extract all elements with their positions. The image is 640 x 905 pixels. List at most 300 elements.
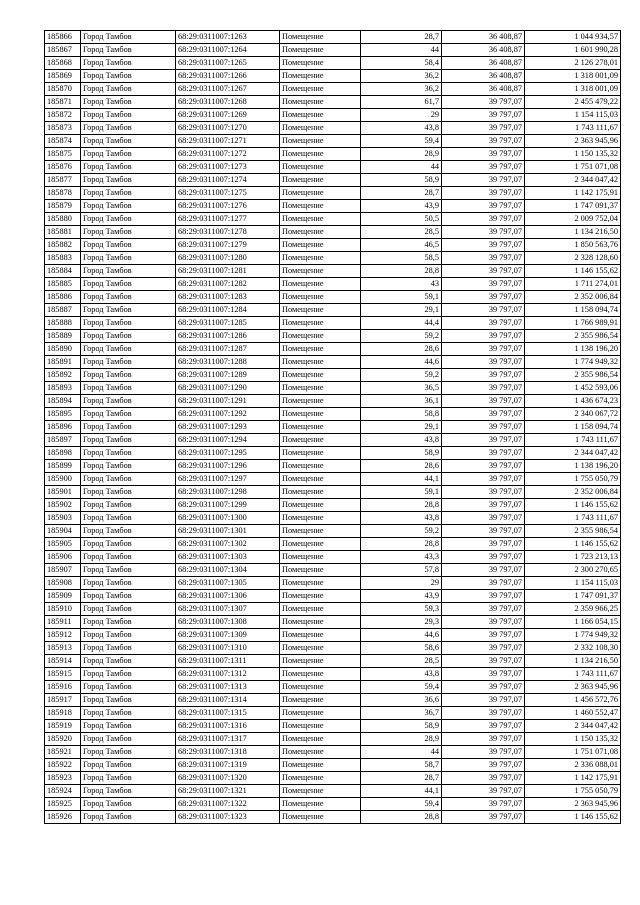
city-cell: Город Тамбов [81, 239, 176, 252]
row-number-cell: 185909 [45, 590, 81, 603]
object-type-cell: Помещение [280, 759, 361, 772]
object-type-cell: Помещение [280, 174, 361, 187]
cadastral-value-cell: 1 146 155,62 [525, 811, 621, 824]
unit-price-cell: 39 797,07 [442, 265, 525, 278]
area-cell: 46,5 [361, 239, 442, 252]
unit-price-cell: 39 797,07 [442, 252, 525, 265]
object-type-cell: Помещение [280, 746, 361, 759]
cadastral-value-cell: 2 352 006,84 [525, 291, 621, 304]
cadastral-value-cell: 1 766 989,91 [525, 317, 621, 330]
cadastral-number-cell: 68:29:0311007:1310 [176, 642, 280, 655]
cadastral-number-cell: 68:29:0311007:1298 [176, 486, 280, 499]
cadastral-number-cell: 68:29:0311007:1290 [176, 382, 280, 395]
area-cell: 28,8 [361, 265, 442, 278]
unit-price-cell: 39 797,07 [442, 655, 525, 668]
cadastral-value-cell: 1 146 155,62 [525, 499, 621, 512]
table-row [45, 239, 621, 252]
area-cell: 43,9 [361, 590, 442, 603]
cadastral-number-cell: 68:29:0311007:1268 [176, 96, 280, 109]
area-cell: 28,8 [361, 811, 442, 824]
cadastral-value-cell: 2 344 047,42 [525, 174, 621, 187]
unit-price-cell: 39 797,07 [442, 590, 525, 603]
cadastral-number-cell: 68:29:0311007:1308 [176, 616, 280, 629]
city-cell: Город Тамбов [81, 746, 176, 759]
object-type-cell: Помещение [280, 161, 361, 174]
row-number-cell: 185880 [45, 213, 81, 226]
city-cell: Город Тамбов [81, 668, 176, 681]
object-type-cell: Помещение [280, 590, 361, 603]
row-number-cell: 185920 [45, 733, 81, 746]
city-cell: Город Тамбов [81, 733, 176, 746]
city-cell: Город Тамбов [81, 720, 176, 733]
table-row [45, 668, 621, 681]
cadastral-value-cell: 1 460 552,47 [525, 707, 621, 720]
object-type-cell: Помещение [280, 720, 361, 733]
cadastral-value-cell: 1 134 216,50 [525, 655, 621, 668]
area-cell: 59,3 [361, 603, 442, 616]
row-number-cell: 185890 [45, 343, 81, 356]
city-cell: Город Тамбов [81, 785, 176, 798]
cadastral-number-cell: 68:29:0311007:1273 [176, 161, 280, 174]
cadastral-value-cell: 2 009 752,04 [525, 213, 621, 226]
object-type-cell: Помещение [280, 226, 361, 239]
row-number-cell: 185869 [45, 70, 81, 83]
table-row [45, 330, 621, 343]
area-cell: 36,2 [361, 83, 442, 96]
row-number-cell: 185875 [45, 148, 81, 161]
cadastral-number-cell: 68:29:0311007:1282 [176, 278, 280, 291]
table-row [45, 772, 621, 785]
table-row [45, 447, 621, 460]
object-type-cell: Помещение [280, 343, 361, 356]
cadastral-number-cell: 68:29:0311007:1276 [176, 200, 280, 213]
city-cell: Город Тамбов [81, 83, 176, 96]
cadastral-value-cell: 2 355 986,54 [525, 525, 621, 538]
area-cell: 58,8 [361, 408, 442, 421]
cadastral-number-cell: 68:29:0311007:1293 [176, 421, 280, 434]
unit-price-cell: 39 797,07 [442, 239, 525, 252]
row-number-cell: 185913 [45, 642, 81, 655]
row-number-cell: 185886 [45, 291, 81, 304]
unit-price-cell: 39 797,07 [442, 486, 525, 499]
table-row [45, 577, 621, 590]
object-type-cell: Помещение [280, 356, 361, 369]
object-type-cell: Помещение [280, 603, 361, 616]
unit-price-cell: 39 797,07 [442, 811, 525, 824]
row-number-cell: 185918 [45, 707, 81, 720]
area-cell: 28,9 [361, 733, 442, 746]
cadastral-value-cell: 1 138 196,20 [525, 343, 621, 356]
unit-price-cell: 39 797,07 [442, 772, 525, 785]
cadastral-number-cell: 68:29:0311007:1286 [176, 330, 280, 343]
area-cell: 28,7 [361, 772, 442, 785]
table-row [45, 278, 621, 291]
row-number-cell: 185872 [45, 109, 81, 122]
object-type-cell: Помещение [280, 57, 361, 70]
cadastral-number-cell: 68:29:0311007:1318 [176, 746, 280, 759]
area-cell: 28,5 [361, 226, 442, 239]
cadastral-value-cell: 1 601 990,28 [525, 44, 621, 57]
cadastral-value-cell: 2 363 945,96 [525, 798, 621, 811]
cadastral-value-cell: 1 456 572,76 [525, 694, 621, 707]
object-type-cell: Помещение [280, 408, 361, 421]
row-number-cell: 185888 [45, 317, 81, 330]
object-type-cell: Помещение [280, 382, 361, 395]
table-row [45, 473, 621, 486]
row-number-cell: 185917 [45, 694, 81, 707]
cadastral-value-cell: 1 747 091,37 [525, 590, 621, 603]
cadastral-number-cell: 68:29:0311007:1264 [176, 44, 280, 57]
cadastral-value-cell: 1 154 115,03 [525, 109, 621, 122]
city-cell: Город Тамбов [81, 382, 176, 395]
cadastral-value-cell: 2 340 067,72 [525, 408, 621, 421]
area-cell: 28,8 [361, 538, 442, 551]
city-cell: Город Тамбов [81, 759, 176, 772]
object-type-cell: Помещение [280, 291, 361, 304]
cadastral-value-cell: 2 359 966,25 [525, 603, 621, 616]
unit-price-cell: 36 408,87 [442, 44, 525, 57]
area-cell: 58,9 [361, 720, 442, 733]
cadastral-value-cell: 1 154 115,03 [525, 577, 621, 590]
area-cell: 28,7 [361, 187, 442, 200]
city-cell: Город Тамбов [81, 538, 176, 551]
area-cell: 44,6 [361, 356, 442, 369]
unit-price-cell: 39 797,07 [442, 694, 525, 707]
cadastral-value-cell: 2 328 128,60 [525, 252, 621, 265]
unit-price-cell: 39 797,07 [442, 512, 525, 525]
object-type-cell: Помещение [280, 252, 361, 265]
object-type-cell: Помещение [280, 473, 361, 486]
cadastral-value-cell: 1 142 175,91 [525, 187, 621, 200]
row-number-cell: 185873 [45, 122, 81, 135]
unit-price-cell: 39 797,07 [442, 96, 525, 109]
object-type-cell: Помещение [280, 317, 361, 330]
table-row [45, 57, 621, 70]
cadastral-value-cell: 2 363 945,96 [525, 135, 621, 148]
table-row [45, 31, 621, 44]
object-type-cell: Помещение [280, 798, 361, 811]
unit-price-cell: 39 797,07 [442, 616, 525, 629]
row-number-cell: 185903 [45, 512, 81, 525]
unit-price-cell: 39 797,07 [442, 382, 525, 395]
cadastral-number-cell: 68:29:0311007:1295 [176, 447, 280, 460]
cadastral-number-cell: 68:29:0311007:1303 [176, 551, 280, 564]
row-number-cell: 185900 [45, 473, 81, 486]
table-row [45, 694, 621, 707]
cadastral-number-cell: 68:29:0311007:1289 [176, 369, 280, 382]
unit-price-cell: 39 797,07 [442, 161, 525, 174]
cadastral-number-cell: 68:29:0311007:1266 [176, 70, 280, 83]
table-row [45, 525, 621, 538]
cadastral-value-cell: 1 142 175,91 [525, 772, 621, 785]
object-type-cell: Помещение [280, 369, 361, 382]
unit-price-cell: 39 797,07 [442, 499, 525, 512]
unit-price-cell: 39 797,07 [442, 421, 525, 434]
area-cell: 59,4 [361, 135, 442, 148]
cadastral-number-cell: 68:29:0311007:1304 [176, 564, 280, 577]
unit-price-cell: 36 408,87 [442, 83, 525, 96]
unit-price-cell: 39 797,07 [442, 174, 525, 187]
cadastral-number-cell: 68:29:0311007:1311 [176, 655, 280, 668]
cadastral-number-cell: 68:29:0311007:1294 [176, 434, 280, 447]
area-cell: 28,8 [361, 499, 442, 512]
city-cell: Город Тамбов [81, 395, 176, 408]
cadastral-number-cell: 68:29:0311007:1302 [176, 538, 280, 551]
object-type-cell: Помещение [280, 239, 361, 252]
area-cell: 29,1 [361, 304, 442, 317]
city-cell: Город Тамбов [81, 330, 176, 343]
unit-price-cell: 39 797,07 [442, 356, 525, 369]
object-type-cell: Помещение [280, 122, 361, 135]
city-cell: Город Тамбов [81, 200, 176, 213]
cadastral-value-cell: 1 774 949,32 [525, 356, 621, 369]
cadastral-number-cell: 68:29:0311007:1317 [176, 733, 280, 746]
cadastral-value-cell: 1 150 135,32 [525, 148, 621, 161]
object-type-cell: Помещение [280, 629, 361, 642]
table-row [45, 109, 621, 122]
object-type-cell: Помещение [280, 616, 361, 629]
cadastral-number-cell: 68:29:0311007:1274 [176, 174, 280, 187]
city-cell: Город Тамбов [81, 135, 176, 148]
unit-price-cell: 39 797,07 [442, 148, 525, 161]
unit-price-cell: 39 797,07 [442, 226, 525, 239]
area-cell: 58,4 [361, 57, 442, 70]
row-number-cell: 185887 [45, 304, 81, 317]
row-number-cell: 185915 [45, 668, 81, 681]
cadastral-value-cell: 1 711 274,01 [525, 278, 621, 291]
area-cell: 29,1 [361, 421, 442, 434]
row-number-cell: 185914 [45, 655, 81, 668]
table-row [45, 356, 621, 369]
cadastral-number-cell: 68:29:0311007:1306 [176, 590, 280, 603]
cadastral-number-cell: 68:29:0311007:1277 [176, 213, 280, 226]
table-row [45, 538, 621, 551]
area-cell: 28,6 [361, 343, 442, 356]
city-cell: Город Тамбов [81, 317, 176, 330]
row-number-cell: 185876 [45, 161, 81, 174]
row-number-cell: 185896 [45, 421, 81, 434]
city-cell: Город Тамбов [81, 434, 176, 447]
row-number-cell: 185911 [45, 616, 81, 629]
cadastral-value-cell: 1 150 135,32 [525, 733, 621, 746]
area-cell: 43,8 [361, 512, 442, 525]
cadastral-value-cell: 1 755 050,79 [525, 473, 621, 486]
unit-price-cell: 39 797,07 [442, 759, 525, 772]
unit-price-cell: 39 797,07 [442, 629, 525, 642]
cadastral-number-cell: 68:29:0311007:1297 [176, 473, 280, 486]
row-number-cell: 185906 [45, 551, 81, 564]
row-number-cell: 185899 [45, 460, 81, 473]
cadastral-number-cell: 68:29:0311007:1270 [176, 122, 280, 135]
unit-price-cell: 39 797,07 [442, 551, 525, 564]
object-type-cell: Помещение [280, 551, 361, 564]
area-cell: 44,1 [361, 785, 442, 798]
object-type-cell: Помещение [280, 278, 361, 291]
cadastral-number-cell: 68:29:0311007:1321 [176, 785, 280, 798]
area-cell: 58,9 [361, 174, 442, 187]
object-type-cell: Помещение [280, 70, 361, 83]
area-cell: 28,7 [361, 31, 442, 44]
object-type-cell: Помещение [280, 655, 361, 668]
city-cell: Город Тамбов [81, 187, 176, 200]
table-row [45, 798, 621, 811]
row-number-cell: 185874 [45, 135, 81, 148]
unit-price-cell: 39 797,07 [442, 343, 525, 356]
cadastral-value-cell: 2 455 479,22 [525, 96, 621, 109]
object-type-cell: Помещение [280, 499, 361, 512]
cadastral-value-cell: 1 318 001,09 [525, 83, 621, 96]
object-type-cell: Помещение [280, 96, 361, 109]
area-cell: 50,5 [361, 213, 442, 226]
row-number-cell: 185902 [45, 499, 81, 512]
table-row [45, 96, 621, 109]
table-row [45, 83, 621, 96]
area-cell: 44,1 [361, 473, 442, 486]
unit-price-cell: 39 797,07 [442, 720, 525, 733]
city-cell: Город Тамбов [81, 70, 176, 83]
area-cell: 59,4 [361, 798, 442, 811]
unit-price-cell: 39 797,07 [442, 668, 525, 681]
table-row [45, 629, 621, 642]
table-row [45, 252, 621, 265]
unit-price-cell: 39 797,07 [442, 278, 525, 291]
city-cell: Город Тамбов [81, 512, 176, 525]
table-row [45, 707, 621, 720]
area-cell: 43,9 [361, 200, 442, 213]
unit-price-cell: 39 797,07 [442, 603, 525, 616]
object-type-cell: Помещение [280, 512, 361, 525]
row-number-cell: 185891 [45, 356, 81, 369]
city-cell: Город Тамбов [81, 174, 176, 187]
unit-price-cell: 36 408,87 [442, 31, 525, 44]
city-cell: Город Тамбов [81, 96, 176, 109]
cadastral-value-cell: 1 755 050,79 [525, 785, 621, 798]
object-type-cell: Помещение [280, 564, 361, 577]
cadastral-value-cell: 1 158 094,74 [525, 304, 621, 317]
city-cell: Город Тамбов [81, 525, 176, 538]
city-cell: Город Тамбов [81, 616, 176, 629]
city-cell: Город Тамбов [81, 707, 176, 720]
object-type-cell: Помещение [280, 694, 361, 707]
unit-price-cell: 36 408,87 [442, 70, 525, 83]
object-type-cell: Помещение [280, 486, 361, 499]
table-body [45, 31, 621, 824]
cadastral-value-cell: 1 747 091,37 [525, 200, 621, 213]
cadastral-value-cell: 1 134 216,50 [525, 226, 621, 239]
cadastral-number-cell: 68:29:0311007:1272 [176, 148, 280, 161]
area-cell: 43 [361, 278, 442, 291]
area-cell: 58,9 [361, 447, 442, 460]
object-type-cell: Помещение [280, 434, 361, 447]
row-number-cell: 185916 [45, 681, 81, 694]
cadastral-value-cell: 1 743 111,67 [525, 512, 621, 525]
row-number-cell: 185867 [45, 44, 81, 57]
cadastral-number-cell: 68:29:0311007:1280 [176, 252, 280, 265]
cadastral-value-cell: 2 126 278,01 [525, 57, 621, 70]
unit-price-cell: 39 797,07 [442, 785, 525, 798]
cadastral-value-cell: 1 146 155,62 [525, 538, 621, 551]
cadastral-number-cell: 68:29:0311007:1314 [176, 694, 280, 707]
table-row [45, 551, 621, 564]
table-row [45, 369, 621, 382]
object-type-cell: Помещение [280, 148, 361, 161]
unit-price-cell: 39 797,07 [442, 642, 525, 655]
cadastral-number-cell: 68:29:0311007:1278 [176, 226, 280, 239]
row-number-cell: 185879 [45, 200, 81, 213]
object-type-cell: Помещение [280, 44, 361, 57]
cadastral-number-cell: 68:29:0311007:1319 [176, 759, 280, 772]
cadastral-value-cell: 1 138 196,20 [525, 460, 621, 473]
cadastral-value-cell: 1 436 674,23 [525, 395, 621, 408]
object-type-cell: Помещение [280, 83, 361, 96]
cadastral-value-cell: 1 751 071,08 [525, 161, 621, 174]
area-cell: 57,8 [361, 564, 442, 577]
object-type-cell: Помещение [280, 707, 361, 720]
table-row [45, 291, 621, 304]
unit-price-cell: 39 797,07 [442, 187, 525, 200]
city-cell: Город Тамбов [81, 486, 176, 499]
object-type-cell: Помещение [280, 135, 361, 148]
cadastral-value-cell: 1 452 593,06 [525, 382, 621, 395]
object-type-cell: Помещение [280, 447, 361, 460]
cadastral-value-cell: 1 166 054,15 [525, 616, 621, 629]
city-cell: Город Тамбов [81, 356, 176, 369]
city-cell: Город Тамбов [81, 161, 176, 174]
table-row [45, 343, 621, 356]
cadastral-value-cell: 2 355 986,54 [525, 330, 621, 343]
cadastral-value-cell: 2 344 047,42 [525, 447, 621, 460]
row-number-cell: 185889 [45, 330, 81, 343]
row-number-cell: 185901 [45, 486, 81, 499]
row-number-cell: 185894 [45, 395, 81, 408]
cadastral-number-cell: 68:29:0311007:1299 [176, 499, 280, 512]
cadastral-number-cell: 68:29:0311007:1312 [176, 668, 280, 681]
city-cell: Город Тамбов [81, 148, 176, 161]
unit-price-cell: 39 797,07 [442, 330, 525, 343]
cadastral-number-cell: 68:29:0311007:1305 [176, 577, 280, 590]
unit-price-cell: 36 408,87 [442, 57, 525, 70]
cadastral-value-cell: 2 332 108,30 [525, 642, 621, 655]
row-number-cell: 185882 [45, 239, 81, 252]
cadastral-number-cell: 68:29:0311007:1316 [176, 720, 280, 733]
table-row [45, 811, 621, 824]
row-number-cell: 185893 [45, 382, 81, 395]
table-row [45, 642, 621, 655]
cadastral-number-cell: 68:29:0311007:1288 [176, 356, 280, 369]
area-cell: 29 [361, 577, 442, 590]
unit-price-cell: 39 797,07 [442, 564, 525, 577]
city-cell: Город Тамбов [81, 642, 176, 655]
city-cell: Город Тамбов [81, 304, 176, 317]
cadastral-value-cell: 1 850 563,76 [525, 239, 621, 252]
unit-price-cell: 39 797,07 [442, 395, 525, 408]
area-cell: 28,5 [361, 655, 442, 668]
table-row [45, 733, 621, 746]
row-number-cell: 185921 [45, 746, 81, 759]
area-cell: 59,2 [361, 369, 442, 382]
row-number-cell: 185925 [45, 798, 81, 811]
unit-price-cell: 39 797,07 [442, 681, 525, 694]
city-cell: Город Тамбов [81, 122, 176, 135]
row-number-cell: 185884 [45, 265, 81, 278]
cadastral-number-cell: 68:29:0311007:1320 [176, 772, 280, 785]
object-type-cell: Помещение [280, 187, 361, 200]
cadastral-value-cell: 1 158 094,74 [525, 421, 621, 434]
area-cell: 59,4 [361, 681, 442, 694]
table-row [45, 616, 621, 629]
unit-price-cell: 39 797,07 [442, 460, 525, 473]
table-row [45, 70, 621, 83]
